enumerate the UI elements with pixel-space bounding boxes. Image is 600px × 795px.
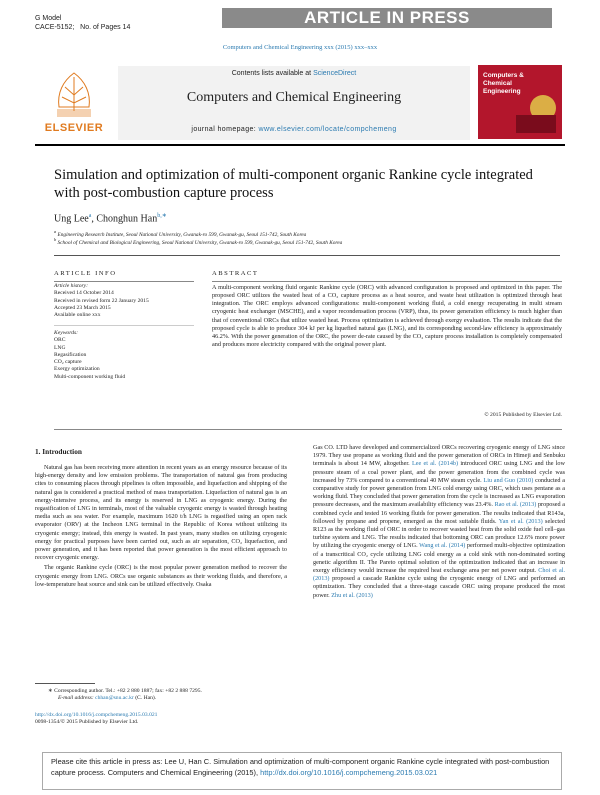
article-info-heading: ARTICLE INFO	[54, 270, 117, 277]
sciencedirect-link[interactable]: ScienceDirect	[313, 70, 357, 77]
publication-info	[35, 712, 295, 727]
journal-homepage-link[interactable]: www.elsevier.com/locate/compchemeng	[258, 126, 397, 133]
keyword: ORC	[54, 337, 66, 344]
author-1: Ung Lee	[54, 213, 89, 225]
reference-link[interactable]: Choi et al. (2013)	[313, 567, 565, 583]
citation-text: Please cite this article in press as: Lee U, Han C. Simulation and optimization of multi-component organic Rankine cycle integrated with post-combustion capture process. Computers and Chemical Engineering (2015),	[51, 757, 550, 777]
model-label: G Model	[35, 15, 62, 22]
reference-link[interactable]: Zhu et al. (2013)	[331, 591, 373, 599]
masthead-rule	[35, 144, 565, 146]
intro-right-column: Gas CO. LTD have developed and commercialized ORCs recovering cryogenic energy of LNG since 1979. They use propane as working fluid and the power generation of ORCs in Himeji and Senbuku terminals is about 14 MW, altogether. Lee et al. (2014b) introduced ORC using LNG and the low pressure steam of a coal power plant, and the power generation from the combined cycle was increased by 73% compared to a conventional 40 MW steam cycle. Liu and Guo (2010) conducted a comparative study for power generation from LNG cold energy using ORC, which uses pentane as a working fluid. They concluded that power generation from the cycle is increased as LNG evaporation pressure decreases, and the maximum availability efficiency was 23.4%. Rao et al. (2013) proposed a combined cycle and tested 16 working fluids for power generation. The results indicated that R143a, followed by propane and propene, emerged as the most suitable fluids. Yan et al. (2013) selected R123 as the working fluid of ORC in order to recover wasted heat from the solid oxide fuel cell–gas turbine system and LNG. The results indicated that bottoming ORC can produce 12.6% more power by utilizing the cryogenic energy of LNG. Wang et al. (2014) performed multi-objective optimization of a transcritical CO₂ cycle utilizing LNG cold energy as a cold sink with non-dominated sorting genetic algorithm II. The Pareto optimal solution of the optimization indicated that an increase in exergy efficiency would increase the required heat exchange area per net power output. Choi et al. (2013) proposed a cascade Rankine cycle using the cryogenic energy of LNG and performed an optimization. They concluded that a three-stage cascade ORC using propane produced the most power. Zhu et al. (2013)	[313, 444, 565, 599]
abstract-text: A multi-component working fluid organic Rankine cycle (ORC) with advanced configuration is proposed and optimized in this paper. The proposed ORC utilizes the wasted heat of a CO₂ capture process as a heat source, and waste heat utilization is optimized through heat integration. The ORC employs advanced configurations: multi-component working fluid, a cold energy recuperating in multi stream cryogenic heat exchanger (MSCHE), and a vapor recondensation process (VRP), thus, its power generation efficiency is much higher than that of conventional ORCs that utilize wasted heat. Process optimization is achieved through exergy evaluation. The results indicate that the proposed cycle is able to produce 304 kJ per kg liquefied natural gas (LNG), and its corresponding second-law efficiency is approximately 46.2%. With the power generation of the ORC, the power de-rate caused by the CO₂ capture process installation is completely compensated and produces more electricity compared with the original power plant.	[212, 284, 562, 349]
corresponding-author: ∗ Corresponding author. Tel.: +82 2 880 1887; fax: +82 2 888 7295.	[48, 688, 202, 694]
doi-link[interactable]: http://dx.doi.org/10.1016/j.compchemeng.2015.03.021	[35, 712, 158, 718]
reference-link[interactable]: Rao et al. (2013)	[494, 501, 537, 509]
intro-paragraph-1: Natural gas has been receiving more attention in recent years as an energy resource because of its high-energy density and low emission problems. The transportation of natural gas from producing cites to consuming places through pipelines is often impossible, and liquefaction and shipping of the natural gas is considered a practical method of mass transportation. Liquefaction of natural gas is an energy-intensive process, and its energy is reserved in LNG as cryogenic energy. During the regasification of LNG in terminals, most of the valuable cryogenic energy is wasted through heating media such as sea water. For example, maximum 1620 t/h LNG is regasified using an open rack evaporator (ORV) at the Incheon LNG terminal in the Republic of Korea without utilizing its cryogenic energy; instead, this energy is wasted. In past years, many studies on utilizing cryogenic energy for practical purposes have been carried out, such as air separation, CO₂ liquefaction, and power generation, and it has been reported that power generation is the most efficient approach to recover cryogenic energy.	[35, 464, 287, 562]
article-title: Simulation and optimization of multi-component organic Rankine cycle integrated with post-combustion capture process	[54, 167, 533, 201]
article-history: Article history: Received 14 October 2014 Received in revised form 22 January 2015 Accepted 23 March 2015 Available online xxx	[54, 283, 204, 319]
footnote-rule	[35, 683, 95, 684]
history-accepted: Accepted 23 March 2015	[54, 304, 111, 311]
affiliation-b: $^b$ School of Chemical and Biological Engineering, Seoul National University, Gwanak-ro 599, Gwanak-gu, Seoul 151-742, South Korea	[54, 237, 343, 246]
author-2: Chonghun Han	[96, 213, 158, 225]
affiliation-a: $^a$ Engineering Research Institute, Seoul National University, Gwanak-ro 599, Gwanak-gu, Seoul 151-742, South Korea	[54, 229, 307, 238]
reference-link[interactable]: Liu and Guo (2010)	[483, 476, 534, 484]
article-in-press-banner: ARTICLE IN PRESS	[222, 8, 552, 28]
history-revised: Received in revised form 22 January 2015	[54, 297, 149, 304]
intro-left-column	[35, 464, 287, 589]
header-meta	[35, 14, 130, 32]
author-2-affiliation-ref[interactable]: b,∗	[157, 213, 167, 219]
article-info-rule	[54, 281, 194, 282]
history-online: Available online xxx	[54, 312, 101, 319]
keyword: CO₂ capture	[54, 359, 82, 366]
keyword: Exergy optimization	[54, 366, 100, 373]
keywords: Keywords: ORC LNG Regasification CO₂ capture Exergy optimization Multi-component working fluid	[54, 330, 204, 381]
author-email-link[interactable]: chhan@snu.ac.kr	[95, 695, 134, 702]
footnotes: ∗ Corresponding author. Tel.: +82 2 880 1887; fax: +82 2 888 7295. E-mail address: chhan@snu.ac.kr (C. Han).	[48, 688, 298, 703]
elsevier-logo	[35, 67, 113, 139]
reference-link[interactable]: Wang et al. (2014)	[419, 542, 466, 550]
abstract-heading: ABSTRACT	[212, 270, 259, 277]
history-received: Received 14 October 2014	[54, 290, 114, 297]
publisher-name: ELSEVIER	[44, 122, 104, 134]
page-count: No. of Pages 14	[80, 24, 131, 31]
citation-box	[42, 752, 562, 790]
keywords-rule	[54, 325, 194, 326]
abstract-copyright: © 2015 Published by Elsevier Ltd.	[484, 412, 562, 418]
keyword: Multi-component working fluid	[54, 373, 126, 380]
abstract-bottom-rule	[54, 429, 562, 430]
section-heading-introduction: 1. Introduction	[35, 447, 82, 456]
author-1-affiliation-ref[interactable]: a	[88, 213, 92, 219]
contents-prefix: Contents lists available at	[231, 70, 314, 77]
article-code: CACE-5152;	[35, 24, 75, 31]
journal-masthead	[118, 66, 470, 140]
journal-name: Computers and Chemical Engineering	[186, 90, 402, 105]
reference-link[interactable]: Yan et al. (2013)	[498, 517, 543, 525]
cover-title: Computers & Chemical Engineering	[483, 72, 524, 95]
reference-link[interactable]: Lee et al. (2014b)	[411, 460, 459, 468]
intro-paragraph-2: The organic Rankine cycle (ORC) is the most popular power generation method to recover the cryogenic energy from LNG. ORCs use organic substances as their working fluids, and therefore, a low-temperature heat source and sink can be utilized effectively. Osaka	[35, 564, 287, 588]
author-list: Ung Lee$^a$, Chonghun Han$^{b,∗}$	[54, 213, 167, 225]
keyword: LNG	[54, 344, 66, 351]
title-rule	[54, 255, 560, 256]
issn-line: 0098-1354/© 2015 Published by Elsevier Ltd.	[35, 719, 139, 726]
homepage-prefix: journal homepage:	[191, 126, 259, 133]
citation-doi-link[interactable]: http://dx.doi.org/10.1016/j.compchemeng.2015.03.021	[260, 767, 438, 777]
journal-reference-link[interactable]: Computers and Chemical Engineering xxx (2015) xxx–xxx	[222, 44, 378, 51]
keyword: Regasification	[54, 351, 87, 358]
abstract-rule	[212, 281, 562, 282]
